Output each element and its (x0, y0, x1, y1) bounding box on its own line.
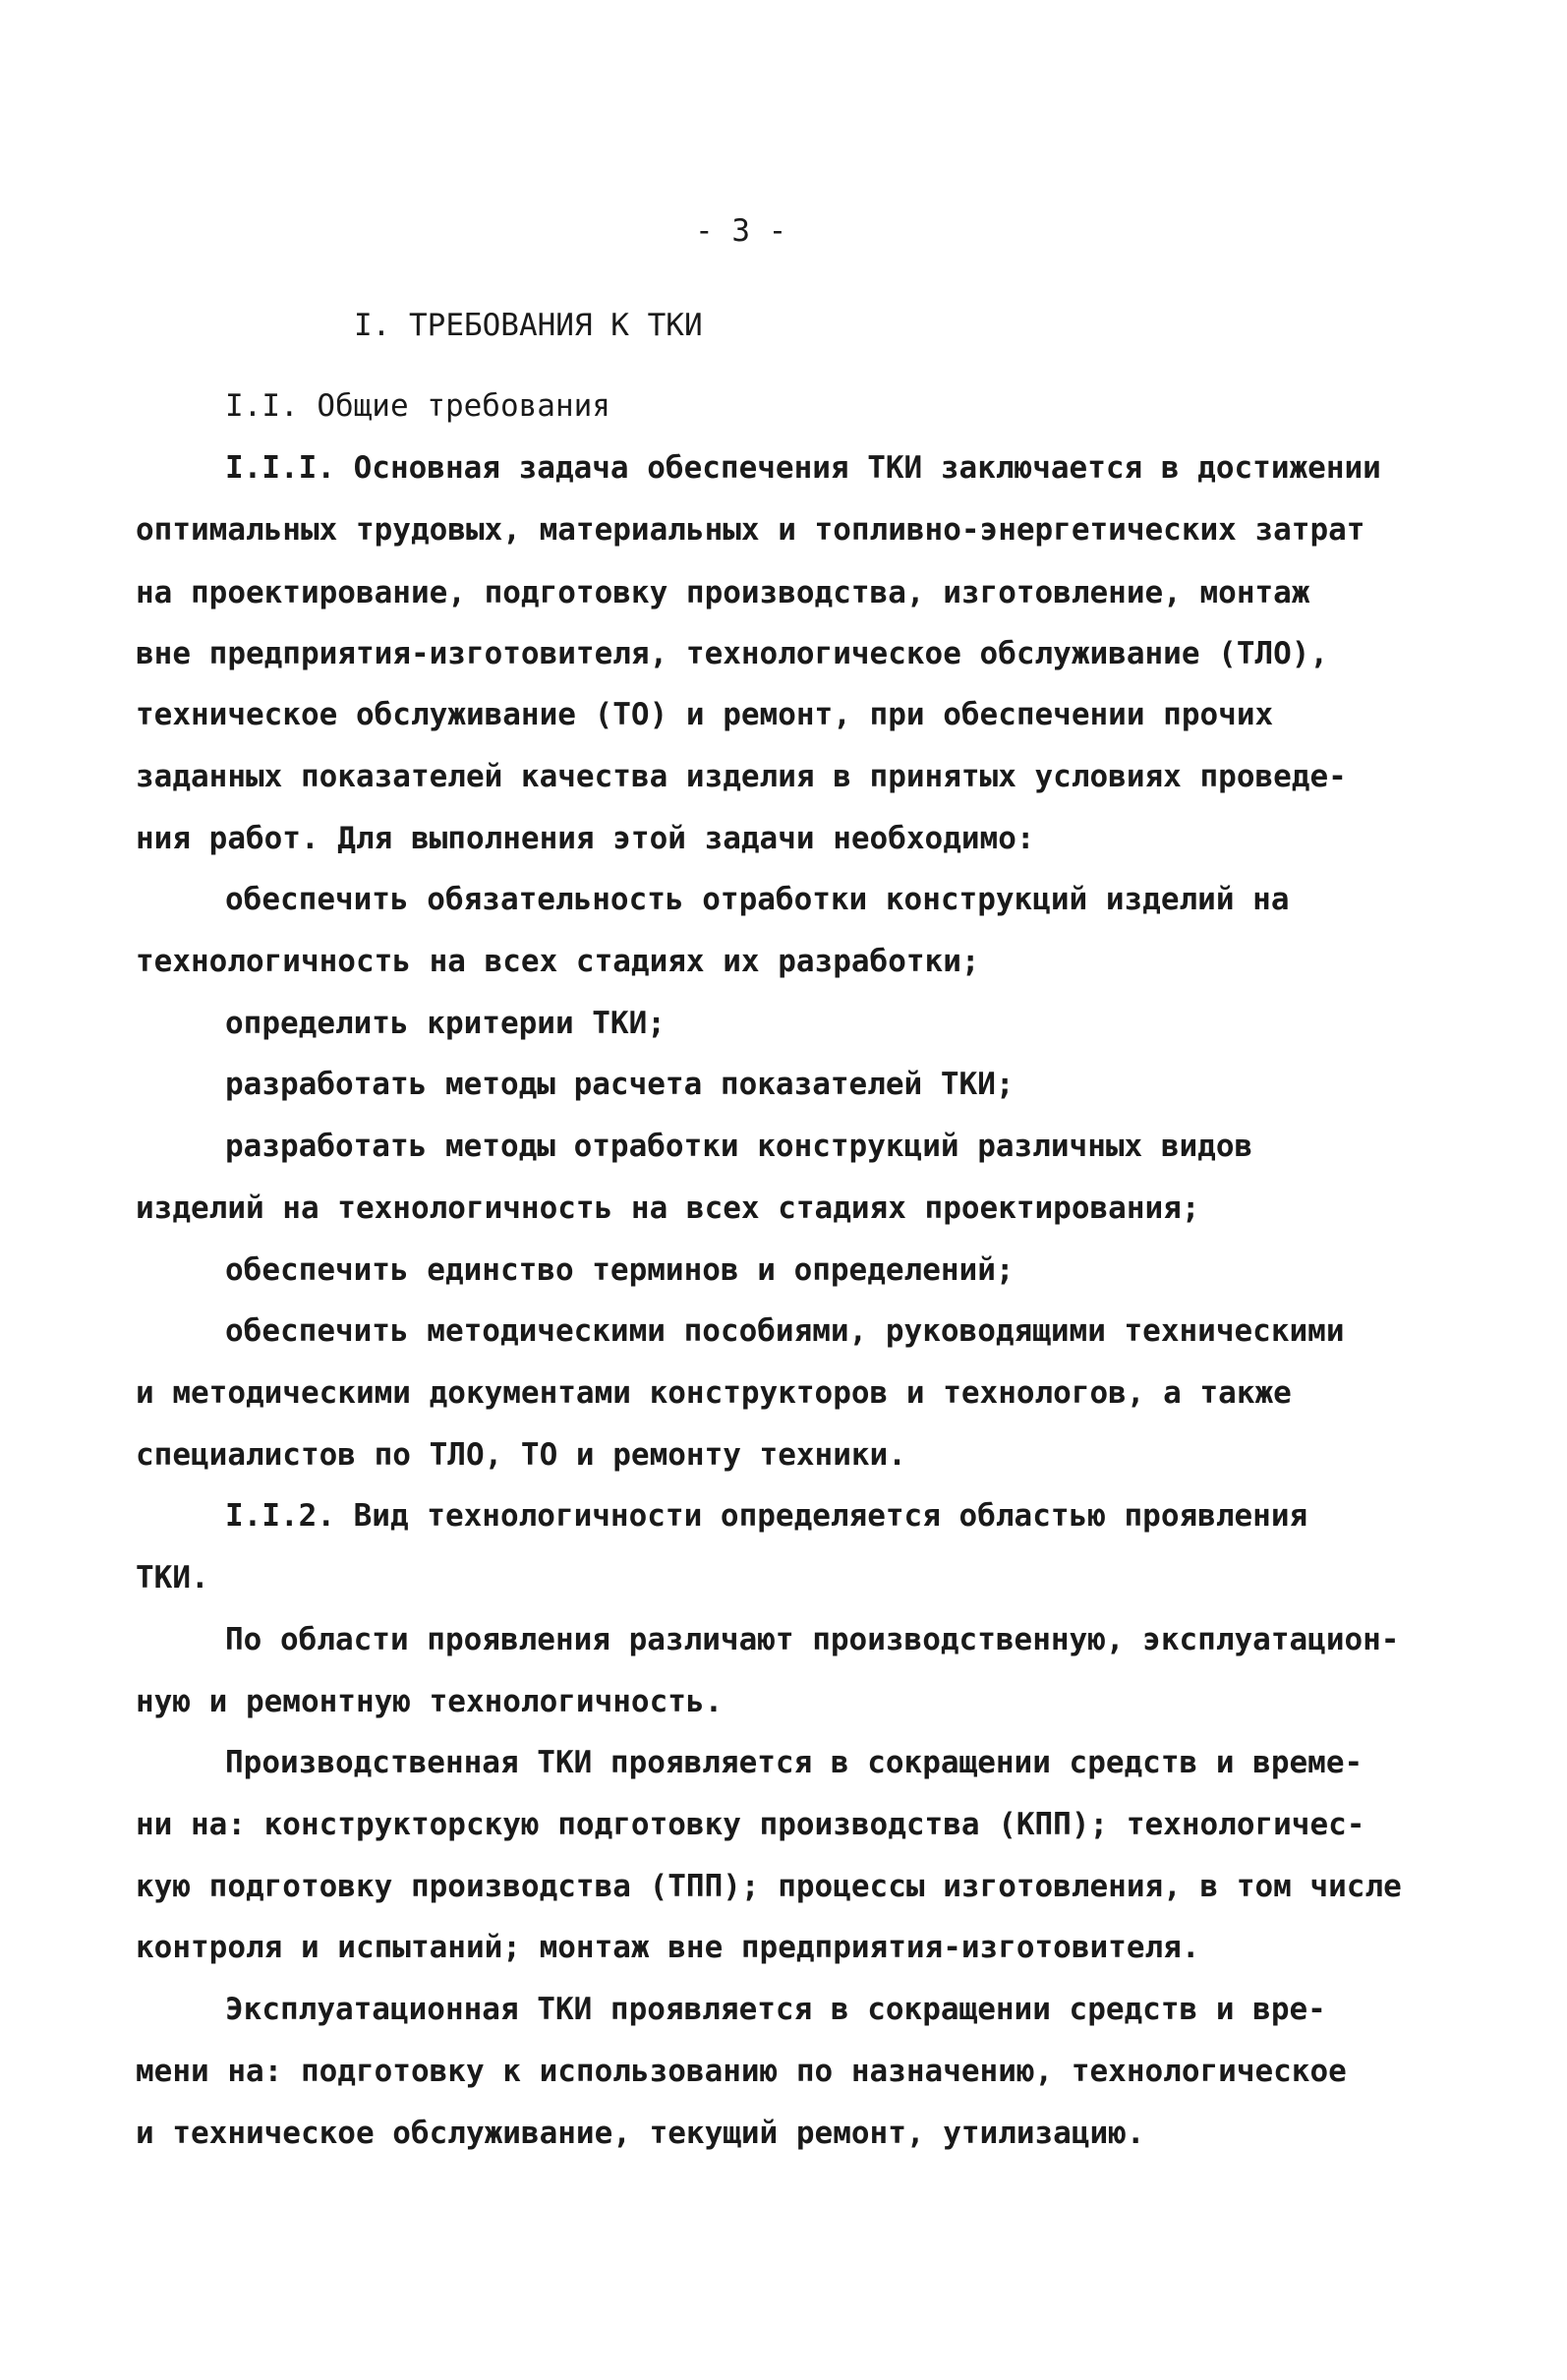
text-line: заданных показателей качества изделия в принятых условиях проведе- (136, 759, 1347, 794)
text-line: I.I.2. Вид технологичности определяется областью проявления (225, 1498, 1308, 1534)
text-line: ни на: конструкторскую подготовку производства (КПП); технологичес- (136, 1807, 1365, 1842)
text-line: специалистов по ТЛО, ТО и ремонту техники. (136, 1437, 906, 1473)
text-line: и техническое обслуживание, текущий ремонт, утилизацию. (136, 2116, 1145, 2151)
text-line: разработать методы отработки конструкций различных видов (225, 1129, 1253, 1164)
text-line: Эксплуатационная ТКИ проявляется в сокращении средств и вре- (225, 1992, 1326, 2027)
text-line: По области проявления различают производственную, эксплуатацион- (225, 1622, 1400, 1657)
text-line: мени на: подготовку к использованию по назначению, технологическое (136, 2054, 1347, 2089)
text-line: оптимальных трудовых, материальных и топливно-энергетических затрат (136, 512, 1365, 548)
text-line: I.I.I. Основная задача обеспечения ТКИ заключается в достижении (225, 450, 1381, 486)
page-number: - 3 - (695, 213, 787, 249)
text-line: определить критерии ТКИ; (225, 1006, 666, 1041)
text-line: обеспечить единство терминов и определений; (225, 1252, 1015, 1288)
text-line: ную и ремонтную технологичность. (136, 1684, 724, 1719)
text-line: обеспечить обязательность отработки конструкций изделий на (225, 882, 1290, 917)
text-line: технологичность на всех стадиях их разработки; (136, 944, 980, 979)
section-title: I. ТРЕБОВАНИЯ К ТКИ (354, 308, 703, 343)
text-line: контроля и испытаний; монтаж вне предприятия-изготовителя. (136, 1930, 1200, 1965)
text-line: разработать методы расчета показателей ТКИ; (225, 1067, 1015, 1102)
text-line: ния работ. Для выполнения этой задачи необходимо: (136, 821, 1035, 856)
text-line: изделий на технологичность на всех стадиях проектирования; (136, 1190, 1200, 1226)
subsection-title: I.I. Общие требования (225, 388, 610, 424)
text-line: ТКИ. (136, 1560, 209, 1596)
text-line: обеспечить методическими пособиями, руководящими техническими (225, 1313, 1345, 1349)
text-line: и методическими документами конструкторов и технологов, а также (136, 1375, 1292, 1411)
text-line: Производственная ТКИ проявляется в сокращении средств и време- (225, 1745, 1364, 1780)
text-line: на проектирование, подготовку производства, изготовление, монтаж (136, 575, 1310, 610)
text-line: кую подготовку производства (ТПП); процессы изготовления, в том числе (136, 1869, 1402, 1904)
text-line: вне предприятия-изготовителя, технологическое обслуживание (ТЛО), (136, 636, 1329, 671)
text-line: техническое обслуживание (ТО) и ремонт, при обеспечении прочих (136, 697, 1274, 732)
